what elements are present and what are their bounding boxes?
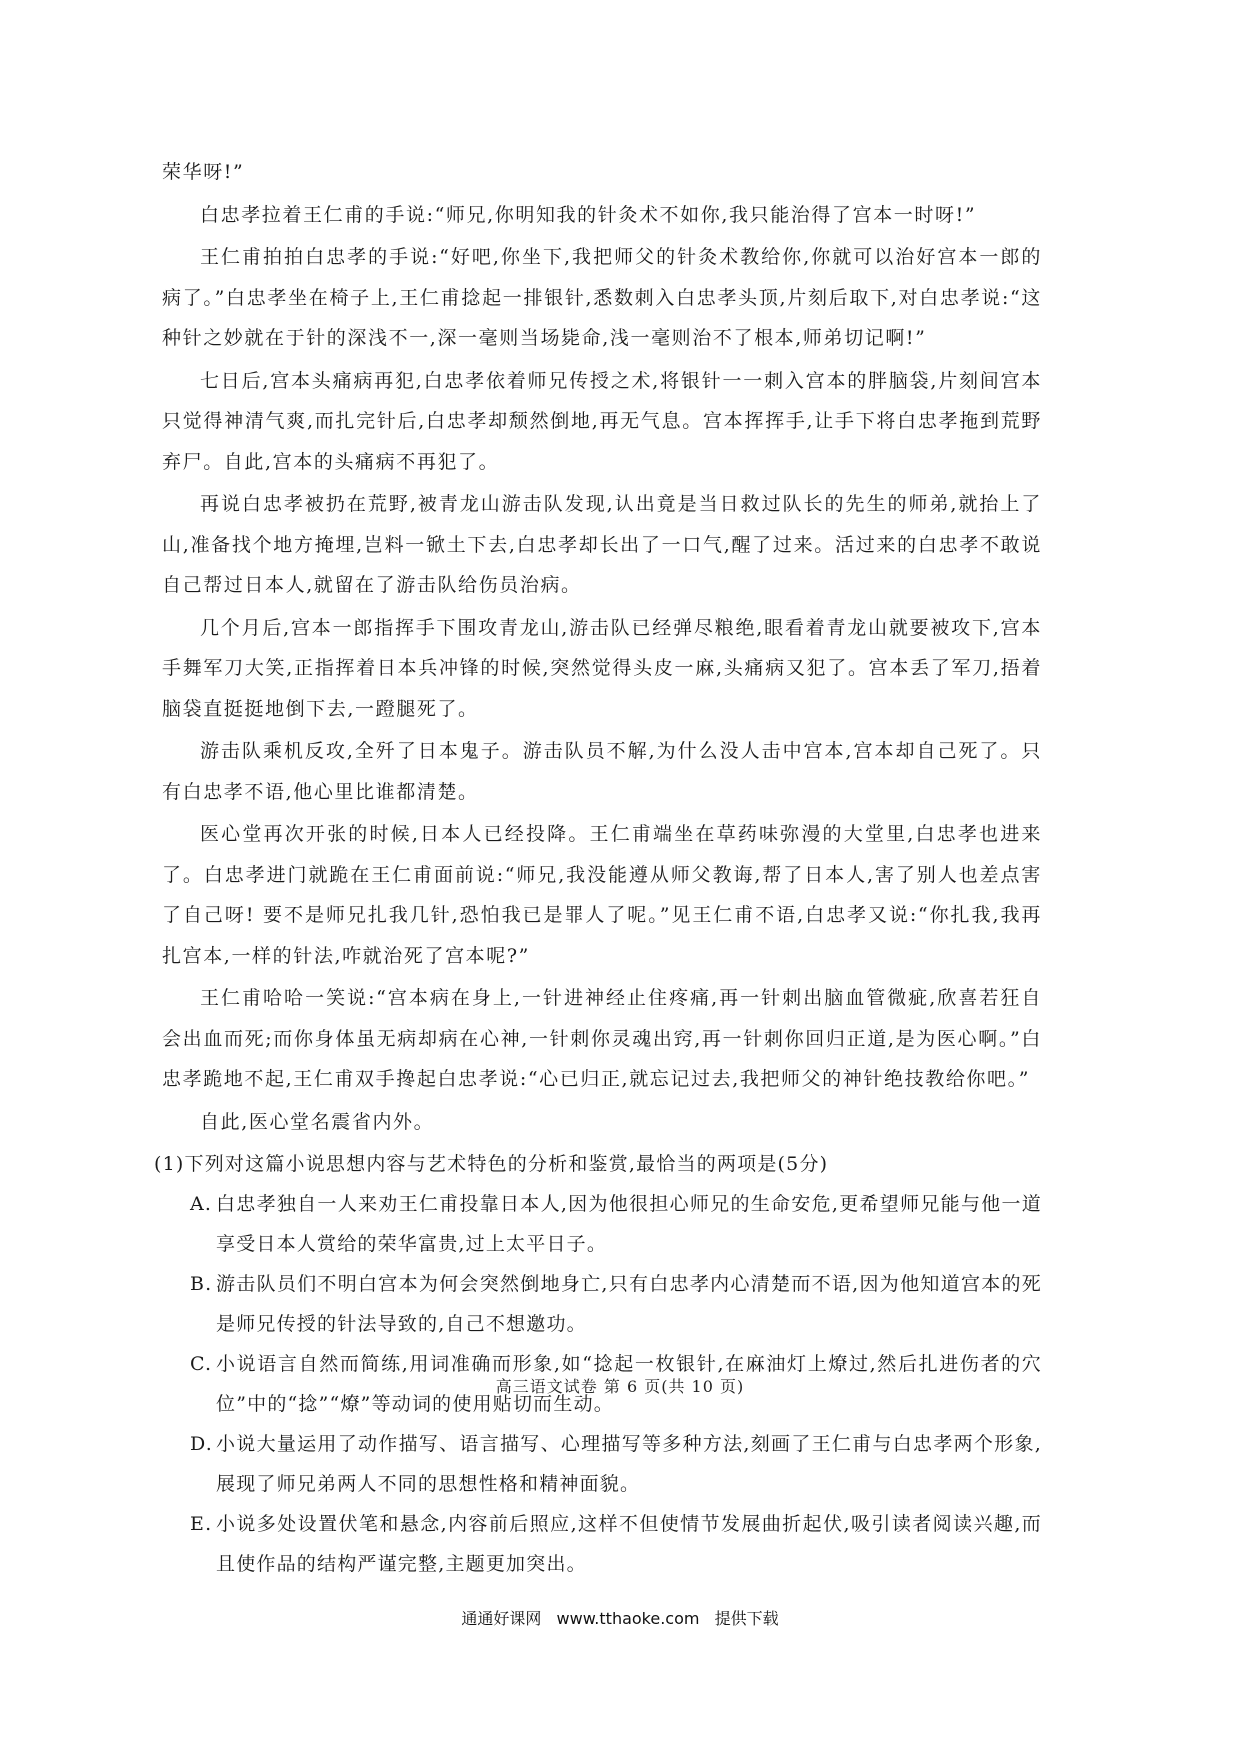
site-footer	[0, 1606, 1240, 1629]
option-text: 白忠孝独自一人来劝王仁甫投靠日本人,因为他很担心师兄的生命安危,更希望师兄能与他一道享受日本人赏给的荣华富贵,过上太平日子。	[216, 1193, 1042, 1255]
question-1	[154, 1144, 1042, 1584]
story-text	[162, 152, 1042, 1142]
story-paragraph: 游击队乘机反攻,全歼了日本鬼子。游击队员不解,为什么没人击中宫本,宫本却自己死了。只有白忠孝不语,他心里比谁都清楚。	[162, 740, 1042, 803]
option-letter: E.	[190, 1513, 213, 1535]
question-stem: (1)下列对这篇小说思想内容与艺术特色的分析和鉴赏,最恰当的两项是(5分)	[154, 1153, 829, 1175]
story-paragraph: 自此,医心堂名震省内外。	[200, 1110, 435, 1133]
option-letter: D.	[190, 1433, 213, 1455]
story-paragraph: 医心堂再次开张的时候,日本人已经投降。王仁甫端坐在草药味弥漫的大堂里,白忠孝也进来了。白忠孝进门就跪在王仁甫面前说:“师兄,我没能遵从师父教诲,帮了日本人,害了别人也差点害了自己呀! 要不是师兄扎我几针,恐怕我已是罪人了呢。”见王仁甫不语,白忠孝又说:“你扎我,我再扎宫本,一样的针法,咋就治死了宫本呢?”	[162, 823, 1042, 967]
story-paragraph: 王仁甫拍拍白忠孝的手说:“好吧,你坐下,我把师父的针灸术教给你,你就可以治好宫本一郎的病了。”白忠孝坐在椅子上,王仁甫捻起一排银针,悉数刺入白忠孝头顶,片刻后取下,对白忠孝说:“这种针之妙就在于针的深浅不一,深一毫则当场毙命,浅一毫则治不了根本,师弟切记啊!”	[162, 246, 1042, 349]
option-text: 游击队员们不明白宫本为何会突然倒地身亡,只有白忠孝内心清楚而不语,因为他知道宫本的死是师兄传授的针法导致的,自己不想邀功。	[216, 1273, 1042, 1335]
exam-page	[154, 152, 1042, 1584]
option-letter: C.	[190, 1353, 213, 1375]
story-paragraph: 荣华呀!”	[162, 161, 245, 183]
story-paragraph: 王仁甫哈哈一笑说:“宫本病在身上,一针进神经止住疼痛,再一针刺出脑血管微疵,欣喜若狂自会出血而死;而你身体虽无病却病在心神,一针刺你灵魂出窍,再一针刺你回归正道,是为医心啊。”白忠孝跪地不起,王仁甫双手搀起白忠孝说:“心已归正,就忘记过去,我把师父的神针绝技教给你吧。”	[162, 987, 1042, 1090]
page-number-footer: 高三语文试卷 第 6 页(共 10 页)	[495, 1377, 745, 1396]
option-b	[162, 1264, 1042, 1344]
option-text: 小说多处设置伏笔和悬念,内容前后照应,这样不但使情节发展曲折起伏,吸引读者阅读兴趣,而且使作品的结构严谨完整,主题更加突出。	[216, 1513, 1042, 1575]
option-letter: A.	[190, 1193, 213, 1215]
option-text: 小说语言自然而简练,用词准确而形象,如“捻起一枚银针,在麻油灯上燎过,然后扎进伤者的穴位”中的“捻”“燎”等动词的使用贴切而生动。	[216, 1353, 1042, 1415]
option-d	[162, 1424, 1042, 1504]
option-text: 小说大量运用了动作描写、语言描写、心理描写等多种方法,刻画了王仁甫与白忠孝两个形象,展现了师兄弟两人不同的思想性格和精神面貌。	[216, 1433, 1042, 1495]
option-a	[162, 1184, 1042, 1264]
story-paragraph: 白忠孝拉着王仁甫的手说:“师兄,你明知我的针灸术不如你,我只能治得了宫本一时呀!”	[200, 203, 977, 226]
site-note: 提供下载	[714, 1609, 779, 1628]
site-name: 通通好课网	[461, 1609, 542, 1628]
site-url-link[interactable]: www.tthaoke.com	[556, 1609, 700, 1628]
option-letter: B.	[190, 1273, 213, 1295]
story-paragraph: 再说白忠孝被扔在荒野,被青龙山游击队发现,认出竟是当日救过队长的先生的师弟,就抬上了山,准备找个地方掩埋,岂料一锨土下去,白忠孝却长出了一口气,醒了过来。活过来的白忠孝不敢说自己帮过日本人,就留在了游击队给伤员治病。	[162, 493, 1042, 596]
option-e	[162, 1504, 1042, 1584]
story-paragraph: 七日后,宫本头痛病再犯,白忠孝依着师兄传授之术,将银针一一刺入宫本的胖脑袋,片刻间宫本只觉得神清气爽,而扎完针后,白忠孝却颓然倒地,再无气息。宫本挥挥手,让手下将白忠孝拖到荒野弃尸。自此,宫本的头痛病不再犯了。	[162, 369, 1042, 473]
story-paragraph: 几个月后,宫本一郎指挥手下围攻青龙山,游击队已经弹尽粮绝,眼看着青龙山就要被攻下,宫本手舞军刀大笑,正指挥着日本兵冲锋的时候,突然觉得头皮一麻,头痛病又犯了。宫本丢了军刀,捂着脑袋直挺挺地倒下去,一蹬腿死了。	[162, 616, 1042, 720]
